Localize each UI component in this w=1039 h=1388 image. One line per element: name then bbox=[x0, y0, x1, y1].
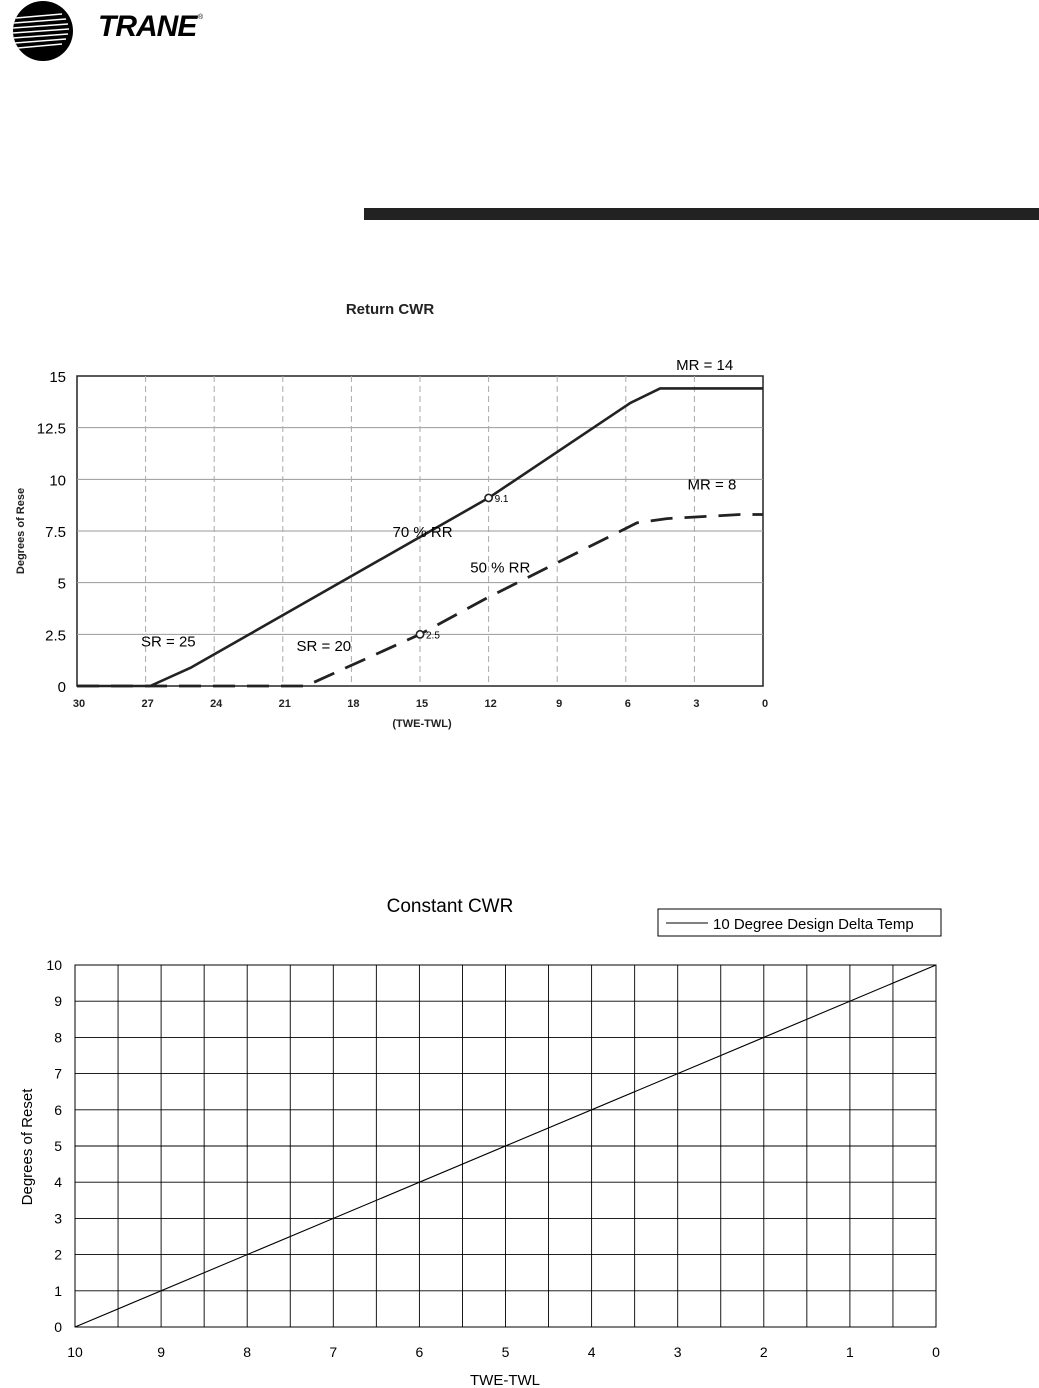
chart2-y-tick-label: 5 bbox=[54, 1138, 62, 1154]
chart2-y-tick-label: 10 bbox=[46, 957, 62, 973]
chart1-annotation: 70 % RR bbox=[392, 524, 453, 542]
chart1-x-tick-label: 21 bbox=[278, 698, 291, 710]
chart2-x-tick-label: 1 bbox=[846, 1344, 854, 1360]
constant-cwr-chart bbox=[19, 896, 941, 1388]
chart2-x-ticks bbox=[67, 1344, 940, 1360]
chart2-y-tick-label: 2 bbox=[54, 1246, 62, 1263]
chart1-y-tick-label: 15 bbox=[49, 369, 66, 386]
chart1-annotation: SR = 25 bbox=[141, 633, 196, 651]
chart1-y-ticks bbox=[37, 369, 66, 696]
chart2-x-tick-label: 7 bbox=[329, 1344, 338, 1360]
chart2-x-tick-label: 8 bbox=[243, 1344, 252, 1360]
chart1-title: Return CWR bbox=[345, 301, 435, 318]
chart2-legend bbox=[658, 909, 941, 936]
chart2-legend-label: 10 Degree Design Delta Temp bbox=[713, 916, 914, 933]
chart1-x-tick-label: 18 bbox=[347, 698, 360, 710]
chart2-x-tick-label: 3 bbox=[673, 1344, 682, 1360]
chart2-x-tick-label: 4 bbox=[587, 1344, 596, 1360]
chart2-y-tick-label: 4 bbox=[54, 1174, 62, 1191]
chart2-y-tick-label: 7 bbox=[54, 1065, 62, 1082]
chart2-x-tick-label: 0 bbox=[932, 1344, 940, 1360]
chart2-x-tick-label: 5 bbox=[501, 1344, 510, 1360]
chart2-title: Constant CWR bbox=[386, 896, 514, 917]
chart1-x-tick-label: 27 bbox=[141, 698, 154, 710]
chart2-x-tick-label: 9 bbox=[157, 1344, 165, 1360]
chart1-annotations bbox=[141, 357, 736, 655]
chart1-x-tick-label: 24 bbox=[210, 698, 223, 710]
chart1-marker-label: 2.5 bbox=[426, 630, 440, 642]
chart1-y-tick-label: 7.5 bbox=[45, 524, 66, 541]
chart2-y-tick-label: 9 bbox=[54, 993, 62, 1010]
chart2-x-axis-label: TWE-TWL bbox=[470, 1372, 540, 1388]
chart2-y-tick-label: 6 bbox=[54, 1101, 62, 1118]
chart1-x-tick-label: 6 bbox=[624, 698, 631, 710]
chart1-x-tick-label: 3 bbox=[693, 698, 700, 710]
chart1-y-tick-label: 5 bbox=[57, 575, 66, 593]
chart2-y-tick-label: 0 bbox=[54, 1319, 62, 1335]
return-cwr-chart bbox=[15, 301, 768, 730]
chart1-data-marker bbox=[416, 631, 423, 638]
chart2-x-tick-label: 2 bbox=[759, 1344, 768, 1360]
chart1-y-axis-label: Degrees of Rese bbox=[15, 487, 27, 575]
chart2-y-ticks bbox=[46, 957, 62, 1335]
chart1-y-tick-label: 2.5 bbox=[45, 627, 66, 645]
chart1-x-axis-label: (TWE-TWL) bbox=[392, 718, 452, 730]
chart2-x-tick-label: 6 bbox=[415, 1344, 424, 1360]
chart1-y-tick-label: 10 bbox=[49, 472, 66, 490]
registered-mark: ® bbox=[198, 14, 204, 21]
chart1-y-tick-label: 0 bbox=[57, 679, 66, 696]
chart2-y-tick-label: 8 bbox=[54, 1029, 62, 1046]
chart1-x-tick-label: 0 bbox=[761, 698, 769, 710]
chart1-x-ticks bbox=[73, 698, 768, 710]
chart1-data-marker bbox=[485, 494, 492, 501]
chart2-y-tick-label: 1 bbox=[54, 1282, 62, 1299]
chart1-x-tick-label: 9 bbox=[556, 698, 563, 710]
chart1-annotation: 50 % RR bbox=[470, 559, 531, 577]
chart1-annotation: MR = 14 bbox=[676, 356, 734, 374]
chart2-y-tick-label: 3 bbox=[54, 1210, 62, 1227]
chart2-x-tick-label: 10 bbox=[67, 1344, 83, 1360]
chart1-y-tick-label: 12.5 bbox=[36, 420, 66, 438]
chart1-x-tick-label: 30 bbox=[72, 698, 86, 710]
chart1-x-tick-label: 15 bbox=[415, 698, 429, 710]
chart1-marker-label: 9.1 bbox=[494, 493, 509, 505]
chart1-x-tick-label: 12 bbox=[484, 698, 497, 710]
chart1-annotation: SR = 20 bbox=[296, 637, 352, 655]
brand-name: TRANE bbox=[98, 10, 197, 43]
chart1-annotation: MR = 8 bbox=[687, 476, 737, 494]
chart2-y-axis-label: Degrees of Reset bbox=[19, 1088, 36, 1206]
